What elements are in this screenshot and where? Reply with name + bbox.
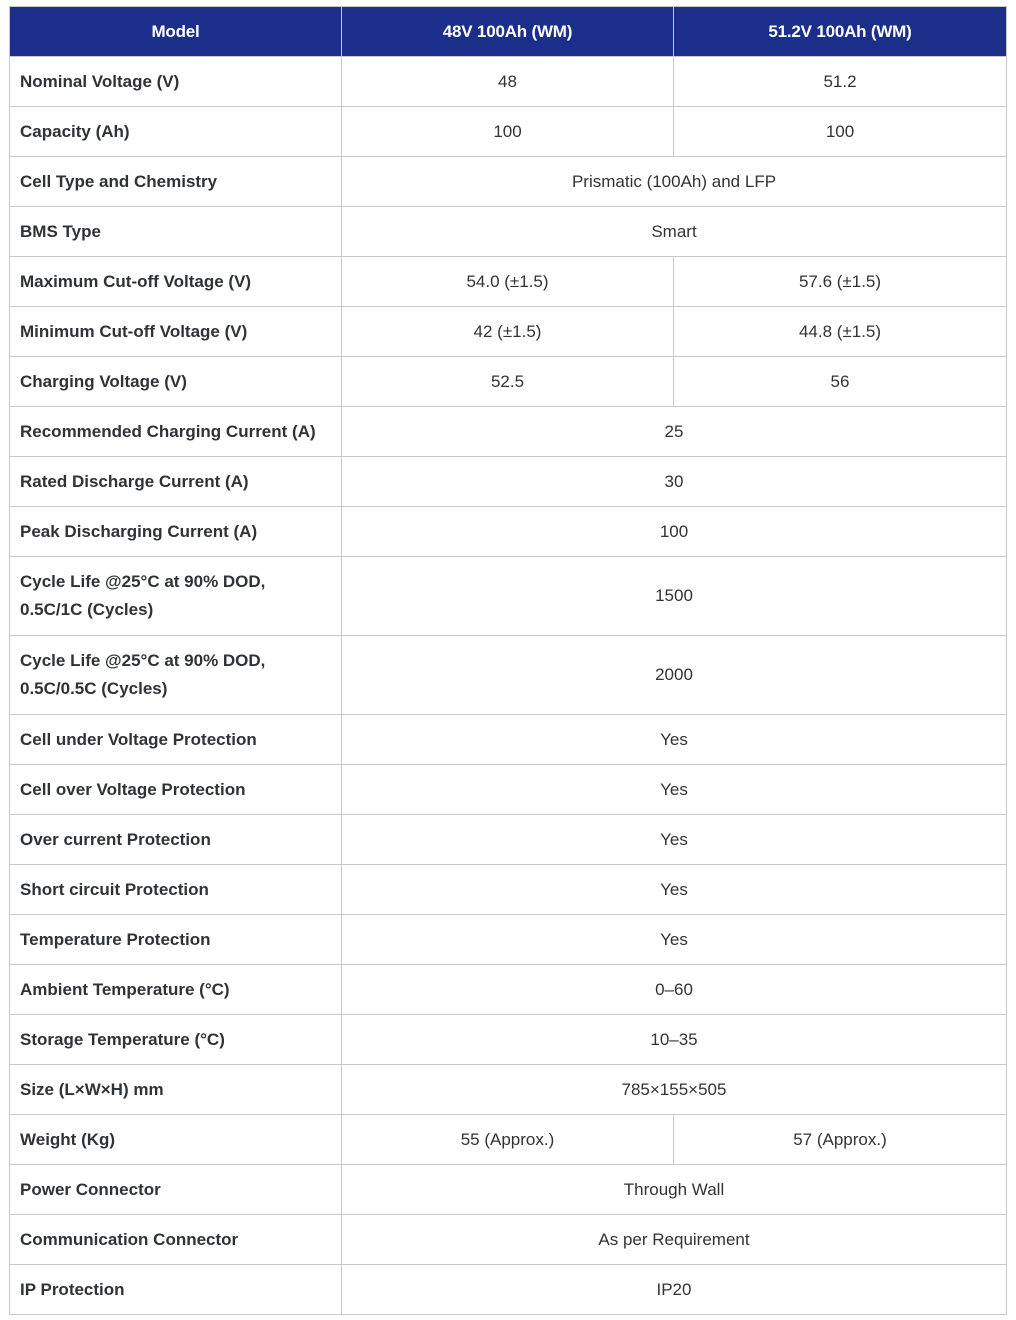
- table-row: [10, 57, 1007, 107]
- row-label: BMS Type: [10, 207, 342, 257]
- table-row: [10, 557, 1007, 636]
- table-row: [10, 636, 1007, 715]
- row-label: Ambient Temperature (°C): [10, 965, 342, 1015]
- table-row: [10, 915, 1007, 965]
- row-label: Peak Discharging Current (A): [10, 507, 342, 557]
- row-value-shared: Prismatic (100Ah) and LFP: [342, 157, 1007, 207]
- row-value-shared: Yes: [342, 765, 1007, 815]
- spec-table-container: [9, 6, 1006, 1315]
- row-value-shared: IP20: [342, 1265, 1007, 1315]
- row-label: Short circuit Protection: [10, 865, 342, 915]
- table-row: [10, 407, 1007, 457]
- row-label: Recommended Charging Current (A): [10, 407, 342, 457]
- row-label-line2: 0.5C/0.5C (Cycles): [20, 679, 168, 698]
- row-value-shared: 1500: [342, 557, 1007, 636]
- row-label: Communication Connector: [10, 1215, 342, 1265]
- row-value-48v: 52.5: [342, 357, 674, 407]
- table-row: [10, 715, 1007, 765]
- table-row: [10, 865, 1007, 915]
- row-value-shared: 10–35: [342, 1015, 1007, 1065]
- table-row: [10, 307, 1007, 357]
- row-label: Cell under Voltage Protection: [10, 715, 342, 765]
- row-value-51v: 44.8 (±1.5): [674, 307, 1007, 357]
- row-label: Temperature Protection: [10, 915, 342, 965]
- header-51v-model: 51.2V 100Ah (WM): [674, 7, 1007, 57]
- row-value-shared: Yes: [342, 815, 1007, 865]
- table-row: [10, 507, 1007, 557]
- row-label: Weight (Kg): [10, 1115, 342, 1165]
- table-row: [10, 965, 1007, 1015]
- row-label: Rated Discharge Current (A): [10, 457, 342, 507]
- table-row: [10, 1165, 1007, 1215]
- table-row: [10, 815, 1007, 865]
- row-value-51v: 51.2: [674, 57, 1007, 107]
- table-row: [10, 1015, 1007, 1065]
- row-value-51v: 100: [674, 107, 1007, 157]
- row-label: Storage Temperature (°C): [10, 1015, 342, 1065]
- row-value-shared: Yes: [342, 715, 1007, 765]
- header-48v-model: 48V 100Ah (WM): [342, 7, 674, 57]
- table-row: [10, 157, 1007, 207]
- row-value-shared: Yes: [342, 915, 1007, 965]
- row-label: Charging Voltage (V): [10, 357, 342, 407]
- row-value-shared: 25: [342, 407, 1007, 457]
- header-model: Model: [10, 7, 342, 57]
- row-label-line1: Cycle Life @25°C at 90% DOD,: [20, 572, 266, 591]
- table-row: [10, 1065, 1007, 1115]
- table-row: [10, 1115, 1007, 1165]
- row-value-shared: 2000: [342, 636, 1007, 715]
- row-label: Minimum Cut-off Voltage (V): [10, 307, 342, 357]
- row-label: Over current Protection: [10, 815, 342, 865]
- row-label: Size (L×W×H) mm: [10, 1065, 342, 1115]
- row-value-51v: 56: [674, 357, 1007, 407]
- row-label-line2: 0.5C/1C (Cycles): [20, 600, 154, 619]
- table-row: [10, 765, 1007, 815]
- row-value-shared: 0–60: [342, 965, 1007, 1015]
- row-value-51v: 57.6 (±1.5): [674, 257, 1007, 307]
- row-label: [10, 636, 342, 715]
- battery-spec-table: [9, 6, 1007, 1315]
- table-row: [10, 1215, 1007, 1265]
- row-value-48v: 55 (Approx.): [342, 1115, 674, 1165]
- row-value-shared: 100: [342, 507, 1007, 557]
- row-value-48v: 48: [342, 57, 674, 107]
- row-value-shared: 785×155×505: [342, 1065, 1007, 1115]
- row-value-shared: 30: [342, 457, 1007, 507]
- table-row: [10, 357, 1007, 407]
- table-row: [10, 107, 1007, 157]
- row-value-48v: 42 (±1.5): [342, 307, 674, 357]
- row-label: [10, 557, 342, 636]
- row-label: Maximum Cut-off Voltage (V): [10, 257, 342, 307]
- row-value-shared: As per Requirement: [342, 1215, 1007, 1265]
- row-label-line1: Cycle Life @25°C at 90% DOD,: [20, 651, 266, 670]
- row-value-shared: Through Wall: [342, 1165, 1007, 1215]
- table-row: [10, 1265, 1007, 1315]
- table-row: [10, 207, 1007, 257]
- table-row: [10, 257, 1007, 307]
- row-label: IP Protection: [10, 1265, 342, 1315]
- row-label: Capacity (Ah): [10, 107, 342, 157]
- table-header-row: [10, 7, 1007, 57]
- table-row: [10, 457, 1007, 507]
- row-label: Cell Type and Chemistry: [10, 157, 342, 207]
- row-value-48v: 100: [342, 107, 674, 157]
- row-value-48v: 54.0 (±1.5): [342, 257, 674, 307]
- row-value-51v: 57 (Approx.): [674, 1115, 1007, 1165]
- row-value-shared: Yes: [342, 865, 1007, 915]
- row-label: Nominal Voltage (V): [10, 57, 342, 107]
- row-label: Power Connector: [10, 1165, 342, 1215]
- row-value-shared: Smart: [342, 207, 1007, 257]
- row-label: Cell over Voltage Protection: [10, 765, 342, 815]
